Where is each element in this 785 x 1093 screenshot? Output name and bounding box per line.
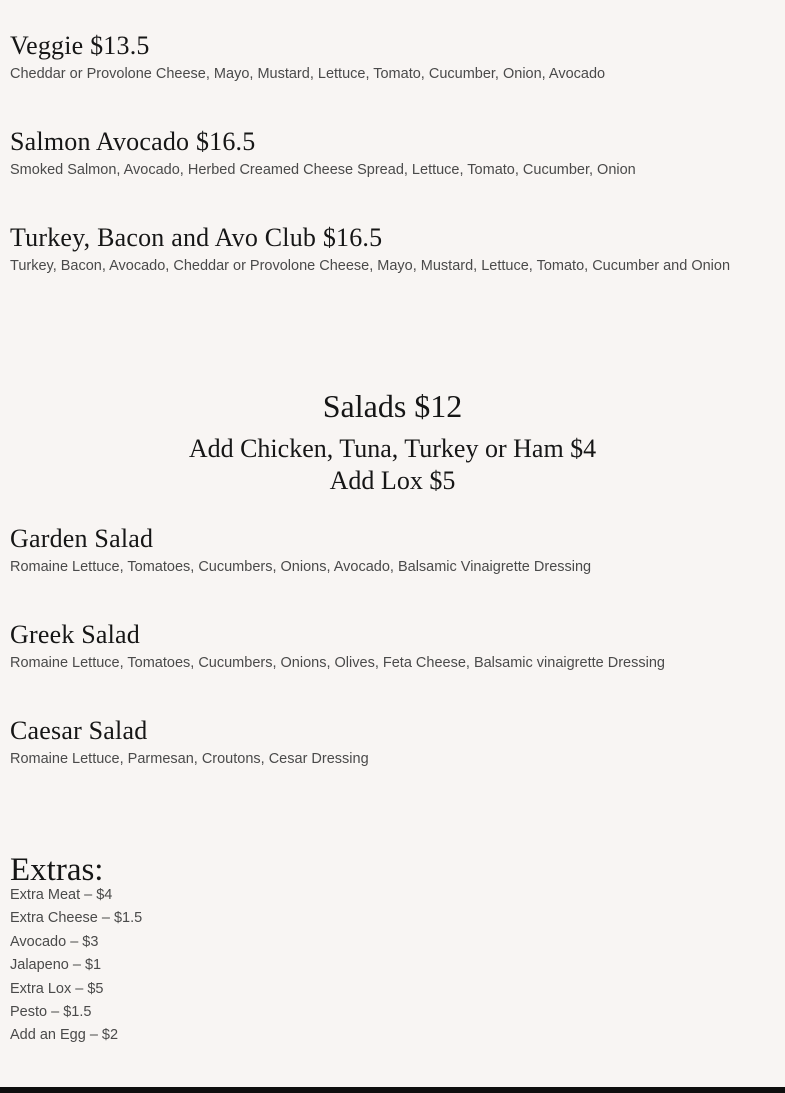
extras-list-item: Extra Lox – $5 [10,980,104,997]
menu-item-description-veggie: Cheddar or Provolone Cheese, Mayo, Mustard, Lettuce, Tomato, Cucumber, Onion, Avocado [10,66,606,82]
menu-item-description-greek-salad: Romaine Lettuce, Tomatoes, Cucumbers, Onions, Olives, Feta Cheese, Balsamic vinaigrette Dressing [10,655,665,671]
extras-list-item: Jalapeno – $1 [10,957,102,974]
salads-section-title: Salads $12 [322,388,463,424]
footer-divider-bar [0,1087,785,1093]
extras-list-item: Avocado – $3 [10,933,99,950]
menu-item-description-turkey-club: Turkey, Bacon, Avocado, Cheddar or Provolone Cheese, Mayo, Mustard, Lettuce, Tomato, Cucumber and Onion [10,258,731,274]
salads-addon-protein: Add Chicken, Tuna, Turkey or Ham $4 [188,434,597,463]
menu-item-title-garden-salad: Garden Salad [10,524,154,553]
extras-list-item: Extra Cheese – $1.5 [10,910,143,927]
menu-item-title-caesar-salad: Caesar Salad [10,716,148,745]
extras-section-title: Extras: [10,852,104,888]
extras-list-item: Pesto – $1.5 [10,1003,92,1020]
menu-item-title-veggie: Veggie $13.5 [10,31,150,60]
menu-item-title-greek-salad: Greek Salad [10,620,140,649]
extras-list-item: Add an Egg – $2 [10,1027,119,1044]
menu-item-description-salmon-avocado: Smoked Salmon, Avocado, Herbed Creamed Cheese Spread, Lettuce, Tomato, Cucumber, Onion [10,162,636,178]
extras-list-item: Extra Meat – $4 [10,887,113,903]
menu-item-title-salmon-avocado: Salmon Avocado $16.5 [10,127,256,156]
menu-item-description-garden-salad: Romaine Lettuce, Tomatoes, Cucumbers, Onions, Avocado, Balsamic Vinaigrette Dressing [10,559,592,575]
menu-item-title-turkey-club: Turkey, Bacon and Avo Club $16.5 [10,223,383,252]
menu-item-description-caesar-salad: Romaine Lettuce, Parmesan, Croutons, Cesar Dressing [10,751,369,767]
extras-list [10,884,142,1048]
salads-addon-lox: Add Lox $5 [329,466,456,495]
